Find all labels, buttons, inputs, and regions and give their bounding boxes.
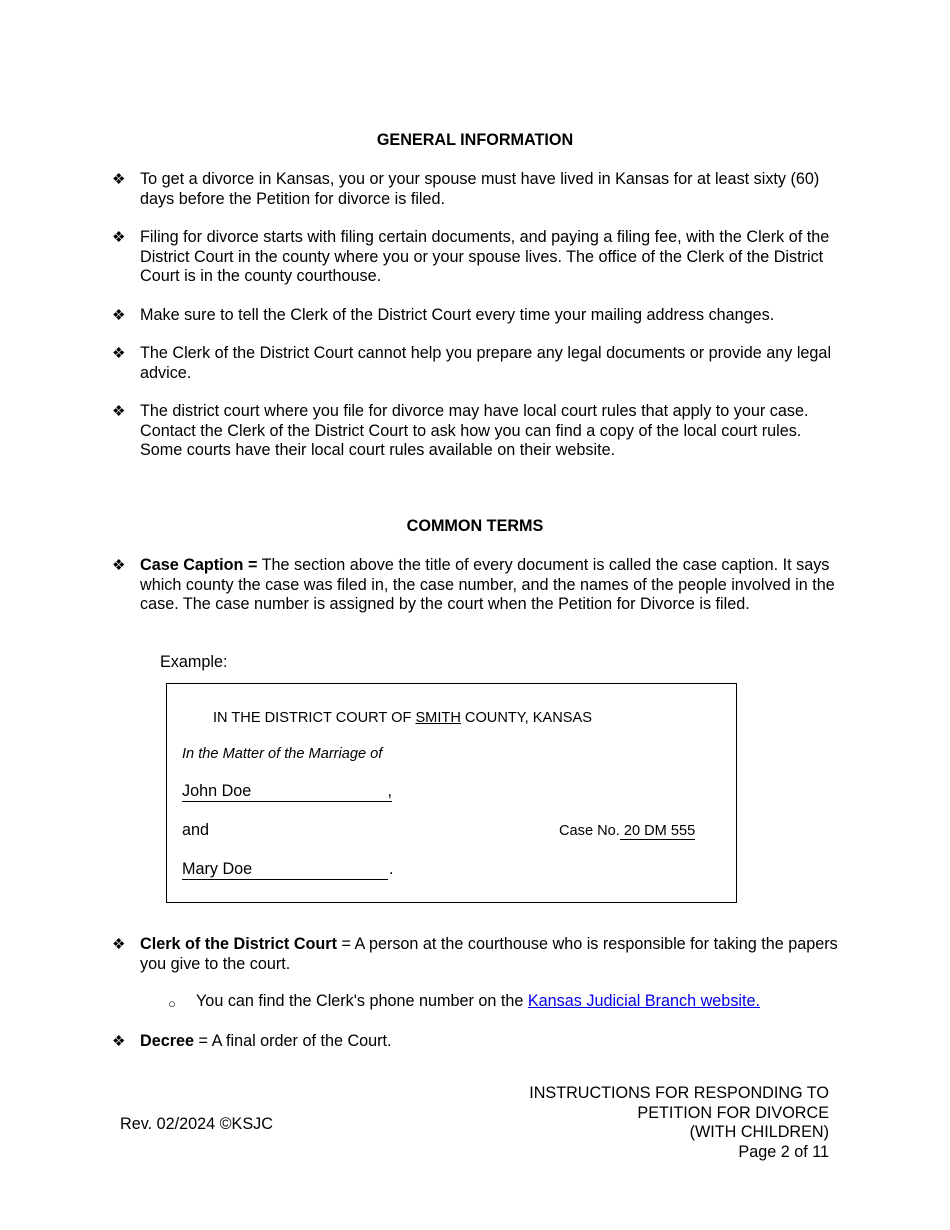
court-line [213, 710, 592, 726]
footer-title-block [529, 1084, 829, 1162]
party2-line [182, 860, 388, 880]
diamond-bullet-icon: ❖ [112, 1033, 126, 1050]
common-terms-heading: COMMON TERMS [406, 517, 544, 535]
clerk-text [140, 935, 840, 974]
party2-punct: . [389, 860, 394, 878]
diamond-bullet-icon: ❖ [112, 936, 126, 953]
clerk-sub-prefix: You can find the Clerk's phone number on the [196, 992, 528, 1010]
clerk-definition: = A person at the courthouse who is responsible for taking the papers you give to the court. [140, 935, 838, 973]
case-label: Case No. [559, 823, 620, 839]
diamond-bullet-icon: ❖ [112, 171, 126, 188]
footer-title-line3: (WITH CHILDREN) [689, 1123, 829, 1142]
party1-name: John Doe [182, 782, 252, 800]
decree-term: Decree [140, 1032, 195, 1050]
party1-line [182, 782, 392, 802]
case-caption-text [140, 556, 840, 615]
bullet-text: To get a divorce in Kansas, you or your spouse must have lived in Kansas for at least sixty (60) days before the Petition for divorce is filed. [140, 170, 820, 208]
diamond-bullet-icon: ❖ [112, 229, 126, 246]
bullet-text: The district court where you file for divorce may have local court rules that apply to your case. Contact the Clerk of the District Court to ask how you can find a copy of the local court rules. Some courts have their local court rules available on their website. [140, 402, 809, 460]
party2-name: Mary Doe [182, 860, 253, 878]
case-number-line [559, 823, 695, 840]
clerk-sub-text [196, 992, 760, 1012]
footer-revision: Rev. 02/2024 ©KSJC [120, 1115, 273, 1133]
decree-text [140, 1032, 840, 1052]
party1-punct: , [387, 782, 392, 800]
diamond-bullet-icon: ❖ [112, 345, 126, 362]
case-caption-term: Case Caption = [140, 556, 258, 574]
circle-bullet-icon: ○ [168, 996, 176, 1011]
bullet-text: The Clerk of the District Court cannot help you prepare any legal documents or provide any legal advice. [140, 344, 832, 382]
decree-definition: = A final order of the Court. [194, 1032, 392, 1050]
and-text: and [182, 821, 210, 839]
case-number: 20 DM 555 [620, 824, 695, 840]
bullet-text: Make sure to tell the Clerk of the District Court every time your mailing address changes. [140, 306, 775, 324]
clerk-term: Clerk of the District Court [140, 935, 337, 953]
matter-line: In the Matter of the Marriage of [182, 746, 383, 762]
case-caption-definition: The section above the title of every document is called the case caption. It says which county the case was filed in, the case number, and the names of the people involved in the case. The case number is assigned by the court when the Petition for Divorce is filed. [140, 556, 835, 614]
diamond-bullet-icon: ❖ [112, 403, 126, 420]
diamond-bullet-icon: ❖ [112, 557, 126, 574]
court-prefix: IN THE DISTRICT COURT OF [213, 710, 416, 726]
kansas-judicial-branch-link[interactable]: Kansas Judicial Branch website. [527, 992, 761, 1010]
bullet-text: Filing for divorce starts with filing certain documents, and paying a filing fee, with the Clerk of the District Court in the county where you or your spouse lives. The office of the Clerk of the District Court is in the county courthouse. [140, 228, 830, 286]
court-suffix: COUNTY, KANSAS [460, 710, 592, 726]
footer-title-line2: PETITION FOR DIVORCE [637, 1103, 829, 1122]
footer-title-line1: INSTRUCTIONS FOR RESPONDING TO [529, 1084, 829, 1102]
example-label: Example: [160, 653, 228, 671]
general-information-heading: GENERAL INFORMATION [376, 131, 574, 149]
diamond-bullet-icon: ❖ [112, 307, 126, 324]
case-caption-example-box [166, 683, 737, 903]
footer-page-number: Page 2 of 11 [738, 1142, 829, 1161]
county-name: SMITH [415, 710, 461, 726]
